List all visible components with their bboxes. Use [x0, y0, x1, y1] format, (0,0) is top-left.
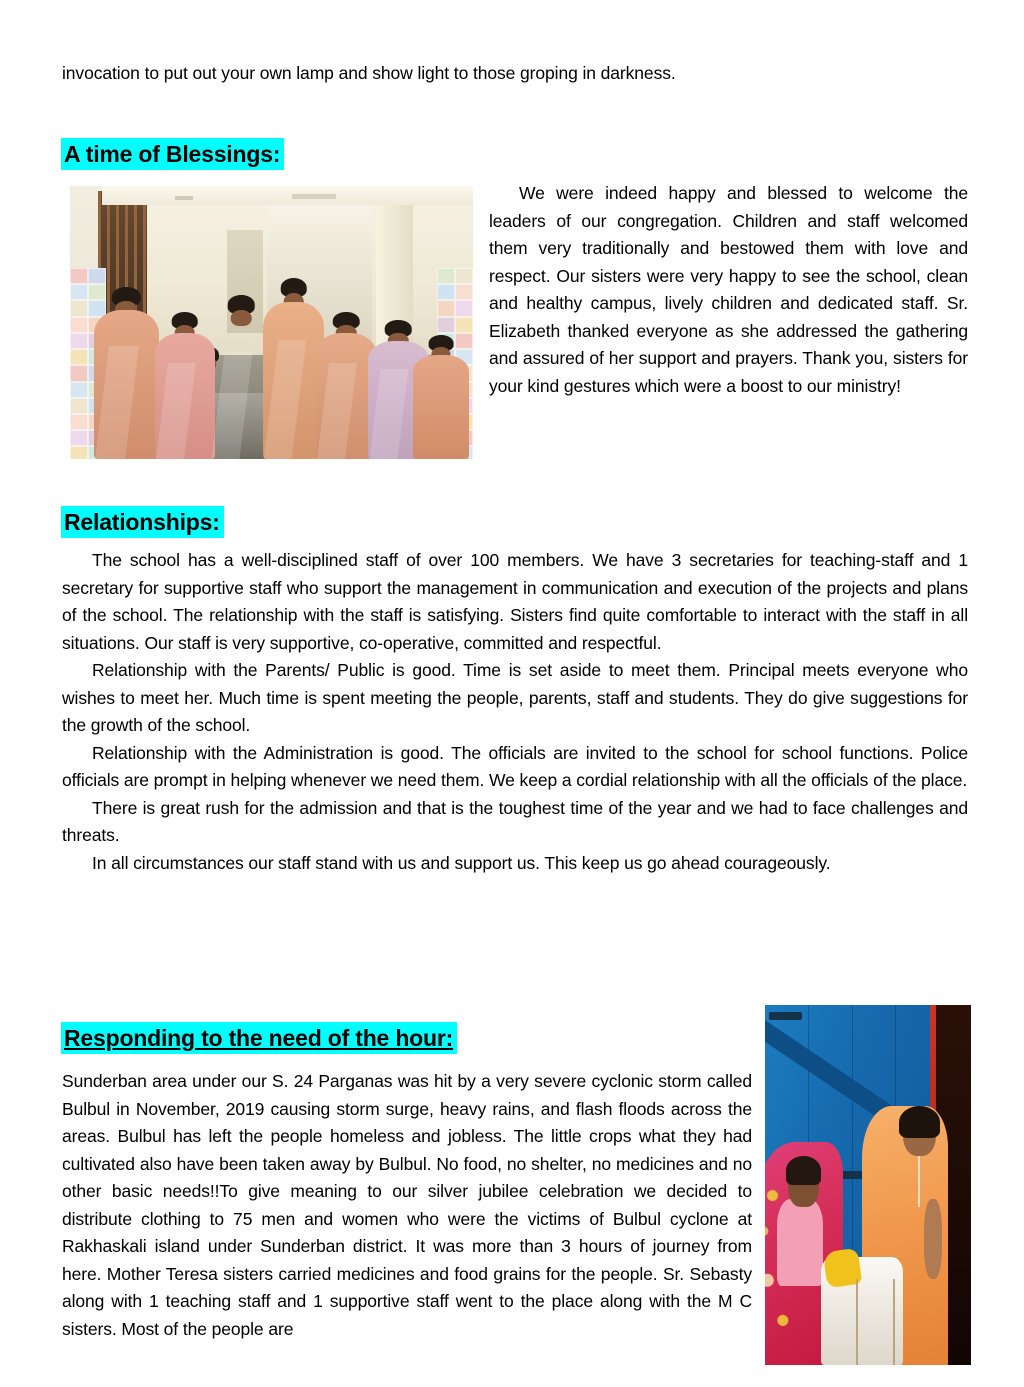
responding-paragraph: Sunderban area under our S. 24 Parganas was hit by a very severe cyclonic storm called Bulbul in November, 2019 causing storm surge, heavy rains, and flash floods across the areas. Bulbul has left the people homeless and jobless. The little crops what they had cultivated also have been taken away by Bulbul. No food, no shelter, no medicines and no other basic needs!!To give meaning to our silver jubilee celebration we decided to distribute clothing to 75 men and women who were the victims of Bulbul cyclone at Rakhaskali island under Sunderban district. It was more than 3 hours of journey from here. Mother Teresa sisters carried medicines and food grains for the people. Sr. Sebasty along with 1 teaching staff and 1 supportive staff went to the place along with the M C sisters. Most of the people are — [62, 1071, 752, 1339]
section-heading-responding: Responding to the need of the hour: — [61, 1022, 457, 1054]
group-of-sisters-photo-content — [70, 186, 473, 459]
relief-distribution-photo-content — [765, 1005, 971, 1365]
relationships-paragraph: In all circumstances our staff stand with us and support us. This keep us go ahead courageously. — [92, 852, 831, 873]
group-of-sisters-photo — [70, 186, 473, 459]
relief-distribution-photo — [765, 1005, 971, 1365]
section-heading-responding-wrap — [61, 1022, 457, 1054]
relationships-paragraph: Relationship with the Administration is good. The officials are invited to the school for school functions. Police officials are prompt in helping whenever we need them. We keep a cordial relationship with all the officials of the place. — [62, 742, 968, 790]
blessings-paragraph: We were indeed happy and blessed to welcome the leaders of our congregation. Children and staff welcomed them very traditionally and bestowed them with love and respect. Our sisters were very happy to see the school, clean and healthy campus, lively children and dedicated staff. Sr. Elizabeth thanked everyone as she addressed the gathering and assured of her support and prayers. Thank you, sisters for your kind gestures which were a boost to our ministry! — [489, 183, 968, 396]
intro-paragraph: invocation to put out your own lamp and show light to those groping in darkness. — [62, 63, 676, 83]
section-heading-blessings-wrap — [61, 138, 284, 170]
section-heading-relationships: Relationships: — [61, 506, 224, 538]
relationships-paragraph: The school has a well-disciplined staff of over 100 members. We have 3 secretaries for teaching-staff and 1 secretary for supportive staff who support the management in communication and execution of the projects and plans of the school. The relationship with the staff is satisfying. Sisters find quite comfortable to interact with the staff in all situations. Our staff is very supportive, co-operative, committed and respectful. — [62, 550, 968, 653]
section-heading-relationships-wrap — [61, 506, 224, 538]
section-heading-blessings: A time of Blessings: — [61, 138, 284, 170]
relationships-body — [62, 547, 968, 877]
relationships-paragraph: Relationship with the Parents/ Public is good. Time is set aside to meet them. Principal meets everyone who wishes to meet her. Much time is spent meeting the people, parents, staff and students. They do give suggestions for the growth of the school. — [62, 660, 968, 735]
relationships-paragraph: There is great rush for the admission and that is the toughest time of the year and we had to face challenges and threats. — [62, 797, 968, 845]
